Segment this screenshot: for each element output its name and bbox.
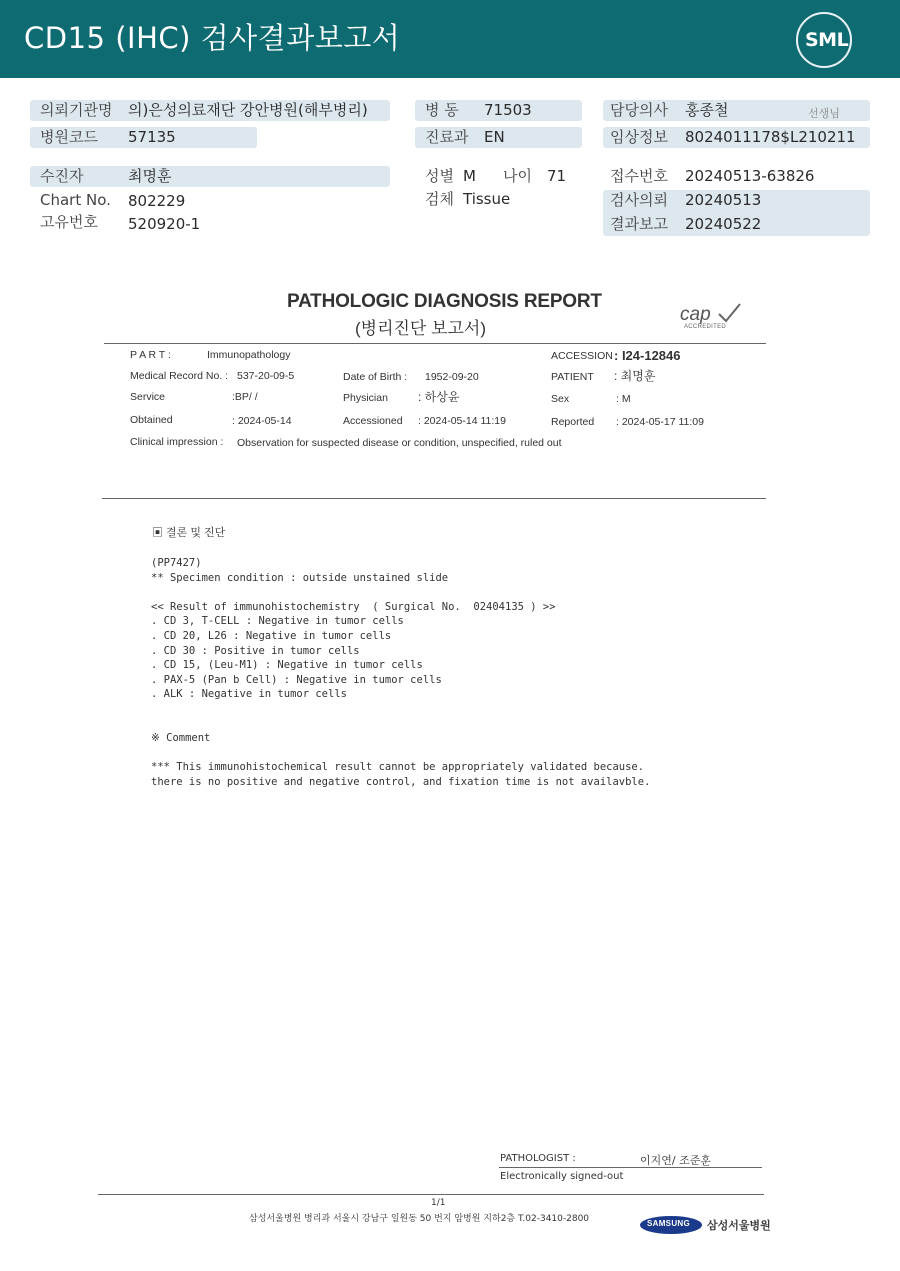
- cap-accredited: ACCREDITED: [684, 324, 727, 330]
- obtained-value: : 2024-05-14: [232, 415, 292, 427]
- patient-report-value: : 최명훈: [614, 369, 656, 383]
- samsung-logo-text: SAMSUNG: [647, 1219, 690, 1228]
- request-label: 검사의뢰: [610, 191, 668, 209]
- patient-value: 최명훈: [128, 167, 172, 185]
- institution-value: 의)은성의료재단 강안병원(해부병리): [128, 101, 368, 119]
- mrn-value: 537-20-09-5: [237, 370, 295, 382]
- age-value: 71: [547, 167, 567, 185]
- reported-value: : 2024-05-17 11:09: [616, 416, 704, 428]
- dept-label: 진료과: [425, 128, 469, 146]
- cap-logo: [680, 304, 744, 334]
- physician-label: Physician: [343, 392, 388, 404]
- dob-label: Date of Birth :: [343, 371, 408, 383]
- patient-label: 수진자: [40, 167, 84, 185]
- reported-label: Reported: [551, 416, 595, 428]
- dob-value: 1952-09-20: [425, 371, 479, 383]
- accession-value: : I24-12846: [614, 348, 681, 363]
- clinical-label: 임상정보: [610, 128, 668, 146]
- ward-label: 병 동: [425, 101, 459, 119]
- report-body-line: << Result of immunohistochemistry ( Surgical No. 02404135 ) >>: [151, 600, 556, 613]
- report-body-line: (PP7427): [151, 557, 202, 569]
- service-label: Service: [130, 391, 166, 403]
- report-body-line: . CD 15, (Leu-M1) : Negative in tumor cells: [151, 659, 423, 672]
- samsung-logo: [640, 1216, 702, 1234]
- request-value: 20240513: [685, 191, 762, 209]
- sml-logo-text: SML: [805, 29, 849, 51]
- report-body-line: *** This immunohistochemical result cannot be appropriately validated because.: [151, 761, 645, 774]
- report-body-line: ** Specimen condition : outside unstained slide: [151, 571, 449, 584]
- pathologist-label: PATHOLOGIST :: [500, 1153, 576, 1164]
- page-number: 1/1: [431, 1198, 446, 1208]
- checkmark-icon: [716, 302, 742, 324]
- report-body-line: . ALK : Negative in tumor cells: [151, 688, 347, 701]
- result-label: 결과보고: [610, 215, 668, 233]
- footer-rule: [98, 1194, 764, 1195]
- id-label: 고유번호: [40, 213, 98, 231]
- clinical-impression-label: Clinical impression :: [130, 436, 224, 448]
- hospital-code-label: 병원코드: [40, 128, 98, 146]
- service-value: :BP/ /: [232, 391, 258, 403]
- report-body-line: . CD 20, L26 : Negative in tumor cells: [151, 630, 392, 642]
- clinical-impression-value: Observation for suspected disease or condition, unspecified, ruled out: [237, 437, 562, 449]
- chart-label: Chart No.: [40, 191, 111, 209]
- footer-address: 삼성서울병원 병리과 서울시 강남구 일원동 50 번지 암병원 지하2층 T.02-3410-2800: [249, 1214, 590, 1224]
- patient-report-label: PATIENT: [551, 371, 594, 383]
- ward-value: 71503: [484, 101, 532, 119]
- age-label: 나이: [503, 167, 532, 185]
- receipt-value: 20240513-63826: [685, 167, 815, 185]
- signature-rule: [499, 1167, 762, 1168]
- hospital-code-value: 57135: [128, 128, 176, 146]
- sex-report-value: : M: [616, 393, 631, 405]
- report-subtitle: (병리진단 보고서): [355, 319, 486, 338]
- accessioned-label: Accessioned: [343, 415, 403, 427]
- physician-value: : 하상윤: [418, 390, 460, 404]
- report-body-line: ※ Comment: [151, 732, 211, 745]
- cap-logo-text: cap: [680, 304, 711, 325]
- report-body-line: . CD 30 : Positive in tumor cells: [151, 644, 360, 657]
- obtained-label: Obtained: [130, 414, 173, 426]
- part-label: P A R T :: [130, 349, 171, 361]
- chart-value: 802229: [128, 192, 186, 210]
- receipt-label: 접수번호: [610, 167, 668, 185]
- part-value: Immunopathology: [207, 349, 291, 361]
- accession-label: ACCESSION: [551, 350, 613, 362]
- institution-label: 의뢰기관명: [40, 101, 113, 119]
- doctor-suffix: 선생님: [808, 107, 840, 120]
- sex-label: 성별: [425, 167, 454, 185]
- report-top-rule: [104, 343, 766, 344]
- result-value: 20240522: [685, 215, 762, 233]
- report-body-line: . CD 3, T-CELL : Negative in tumor cells: [151, 615, 404, 628]
- report-mid-rule: [102, 498, 766, 499]
- doctor-label: 담당의사: [610, 101, 668, 119]
- pathologist-value: 이지연/ 조준훈: [640, 1154, 711, 1167]
- clinical-value: 8024011178$L210211: [685, 128, 856, 146]
- specimen-value: Tissue: [463, 190, 511, 208]
- dept-value: EN: [484, 128, 505, 146]
- page-title: CD15 (IHC) 검사결과보고서: [24, 21, 401, 55]
- header-bar: [0, 0, 900, 78]
- doctor-value: 홍종철: [685, 101, 729, 119]
- sex-value: M: [463, 167, 476, 185]
- info-bar-patient: [30, 166, 390, 187]
- accessioned-value: : 2024-05-14 11:19: [418, 415, 506, 427]
- report-body-line: there is no positive and negative control, and fixation time is not availavble.: [151, 776, 651, 788]
- section-heading: ▣ 결론 및 진단: [152, 527, 226, 539]
- sml-logo: [796, 12, 852, 68]
- report-body-line: . PAX-5 (Pan b Cell) : Negative in tumor cells: [151, 673, 442, 686]
- hospital-name: 삼성서울병원: [707, 1219, 771, 1232]
- signed-out-text: Electronically signed-out: [500, 1171, 624, 1182]
- id-value: 520920-1: [128, 215, 201, 233]
- report-title: PATHOLOGIC DIAGNOSIS REPORT: [287, 291, 602, 312]
- mrn-label: Medical Record No. :: [130, 370, 229, 382]
- specimen-label: 검체: [425, 190, 454, 208]
- sex-report-label: Sex: [551, 393, 570, 405]
